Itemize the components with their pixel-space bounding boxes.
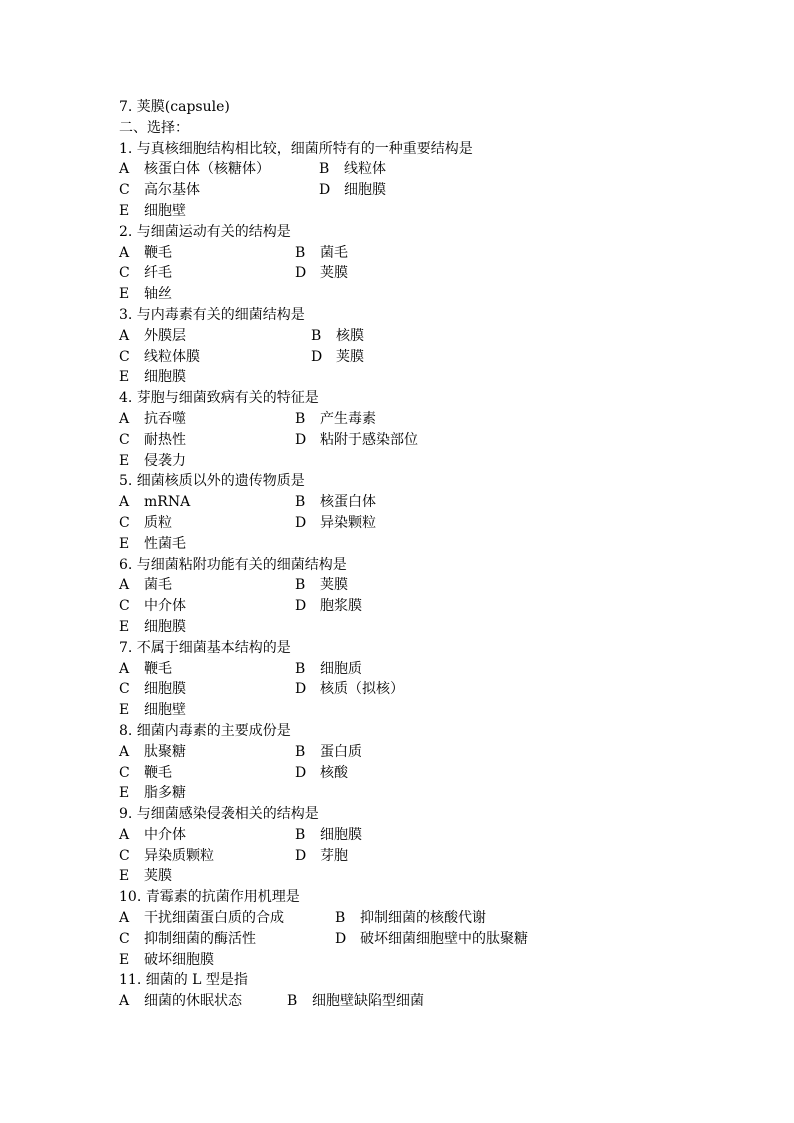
option-text: 核质（拟核） <box>320 681 404 698</box>
option-letter: B <box>295 743 306 760</box>
option-row <box>119 700 759 721</box>
option-text: 蛋白质 <box>320 743 362 760</box>
option-text: 细胞质 <box>320 660 362 677</box>
option-letter: B <box>335 910 346 927</box>
question-stem: 1. 与真核细胞结构相比较，细菌所特有的一种重要结构是 <box>119 140 473 157</box>
option-letter: E <box>119 202 130 219</box>
option-row <box>119 617 759 638</box>
option-row <box>119 201 759 222</box>
option-text: 细胞膜 <box>320 826 362 843</box>
option-text: 菌毛 <box>144 577 172 594</box>
option-text: 胞浆膜 <box>320 598 362 615</box>
section-title: 二、选择： <box>119 119 189 136</box>
option-letter: C <box>119 514 130 531</box>
option-text: 性菌毛 <box>144 535 186 552</box>
option-row <box>119 159 759 180</box>
option-row <box>119 513 759 534</box>
option-text: 异染颗粒 <box>320 514 376 531</box>
option-row <box>119 950 759 971</box>
option-letter: A <box>119 494 130 511</box>
question-stem: 3. 与内毒素有关的细菌结构是 <box>119 306 305 323</box>
option-row <box>119 284 759 305</box>
option-text: 荚膜 <box>320 265 348 282</box>
option-text: 抑制细菌的酶活性 <box>144 930 256 947</box>
option-letter: E <box>119 702 130 719</box>
question-stem: 6. 与细菌粘附功能有关的细菌结构是 <box>119 556 347 573</box>
option-text: 鞭毛 <box>144 660 172 677</box>
question-stem: 7. 不属于细菌基本结构的是 <box>119 639 291 656</box>
option-text: 肽聚糖 <box>144 743 186 760</box>
option-text: 细菌的休眠状态 <box>144 993 242 1010</box>
option-letter: B <box>295 410 306 427</box>
option-letter: B <box>295 577 306 594</box>
option-row <box>119 534 759 555</box>
option-letter: C <box>119 598 130 615</box>
option-text: mRNA <box>144 494 191 511</box>
option-letter: C <box>119 930 130 947</box>
option-row <box>119 243 759 264</box>
option-row <box>119 866 759 887</box>
option-row <box>119 679 759 700</box>
option-letter: C <box>119 348 130 365</box>
option-text: 核蛋白体（核糖体） <box>144 161 270 178</box>
option-letter: E <box>119 535 130 552</box>
option-text: 菌毛 <box>320 244 348 261</box>
question-stem: 2. 与细菌运动有关的结构是 <box>119 223 291 240</box>
option-text: 高尔基体 <box>144 182 200 199</box>
option-text: 纤毛 <box>144 265 172 282</box>
option-letter: A <box>119 743 130 760</box>
option-text: 细胞壁 <box>144 702 186 719</box>
question-stem: 10. 青霉素的抗菌作用机理是 <box>119 889 300 906</box>
option-letter: A <box>119 910 130 927</box>
option-text: 鞭毛 <box>144 764 172 781</box>
option-letter: E <box>119 785 130 802</box>
option-letter: B <box>295 660 306 677</box>
option-letter: A <box>119 327 130 344</box>
option-row <box>119 367 759 388</box>
option-letter: D <box>295 598 307 615</box>
option-letter: A <box>119 826 130 843</box>
option-letter: D <box>319 182 331 199</box>
option-text: 抑制细菌的核酸代谢 <box>360 910 486 927</box>
previous-item-line: 7. 荚膜(capsule) <box>119 99 230 115</box>
option-text: 破坏细菌细胞壁中的肽聚糖 <box>360 930 528 947</box>
option-row <box>119 492 759 513</box>
option-letter: B <box>287 993 298 1010</box>
option-letter: E <box>119 452 130 469</box>
option-letter: E <box>119 951 130 968</box>
option-text: 细胞壁缺陷型细菌 <box>312 993 424 1010</box>
question-stem: 11. 细菌的 L 型是指 <box>119 972 248 989</box>
option-row <box>119 180 759 201</box>
option-letter: E <box>119 369 130 386</box>
option-text: 产生毒素 <box>320 410 376 427</box>
option-row <box>119 326 759 347</box>
option-text: 质粒 <box>144 514 172 531</box>
option-text: 细胞壁 <box>144 202 186 219</box>
question-stem: 5. 细菌核质以外的遗传物质是 <box>119 473 305 490</box>
option-letter: C <box>119 681 130 698</box>
option-letter: A <box>119 244 130 261</box>
option-letter: D <box>295 681 307 698</box>
option-text: 轴丝 <box>144 286 172 303</box>
question-stem: 8. 细菌内毒素的主要成份是 <box>119 722 291 739</box>
option-text: 侵袭力 <box>144 452 186 469</box>
question-stem: 4. 芽胞与细菌致病有关的特征是 <box>119 390 319 407</box>
option-letter: C <box>119 265 130 282</box>
option-row <box>119 575 759 596</box>
option-letter: C <box>119 431 130 448</box>
option-text: 脂多糖 <box>144 785 186 802</box>
option-row <box>119 263 759 284</box>
option-letter: D <box>295 847 307 864</box>
option-row <box>119 763 759 784</box>
option-letter: C <box>119 847 130 864</box>
option-row <box>119 409 759 430</box>
option-letter: C <box>119 764 130 781</box>
option-row <box>119 451 759 472</box>
option-letter: C <box>119 182 130 199</box>
option-row <box>119 430 759 451</box>
question-stem: 9. 与细菌感染侵袭相关的结构是 <box>119 806 319 823</box>
option-letter: A <box>119 993 130 1010</box>
option-text: 细胞膜 <box>144 681 186 698</box>
option-text: 线粒体膜 <box>144 348 200 365</box>
option-letter: D <box>295 265 307 282</box>
option-row <box>119 596 759 617</box>
option-text: 核膜 <box>336 327 364 344</box>
option-row <box>119 929 759 950</box>
option-letter: B <box>295 494 306 511</box>
option-letter: E <box>119 286 130 303</box>
question-list <box>119 97 759 1012</box>
option-text: 外膜层 <box>144 327 186 344</box>
option-letter: D <box>311 348 323 365</box>
option-letter: E <box>119 618 130 635</box>
option-text: 细胞膜 <box>344 182 386 199</box>
option-letter: B <box>295 826 306 843</box>
option-letter: A <box>119 410 130 427</box>
option-letter: D <box>335 930 347 947</box>
option-text: 芽胞 <box>320 847 348 864</box>
option-text: 干扰细菌蛋白质的合成 <box>144 910 284 927</box>
option-letter: D <box>295 514 307 531</box>
option-text: 破坏细胞膜 <box>144 951 214 968</box>
option-text: 中介体 <box>144 826 186 843</box>
option-text: 鞭毛 <box>144 244 172 261</box>
option-row <box>119 783 759 804</box>
option-letter: D <box>295 764 307 781</box>
option-row <box>119 659 759 680</box>
option-text: 线粒体 <box>344 161 386 178</box>
option-row <box>119 908 759 929</box>
option-row <box>119 347 759 368</box>
option-letter: B <box>295 244 306 261</box>
option-letter: B <box>319 161 330 178</box>
option-text: 荚膜 <box>320 577 348 594</box>
option-text: 荚膜 <box>144 868 172 885</box>
option-letter: E <box>119 868 130 885</box>
option-row <box>119 825 759 846</box>
option-text: 抗吞噬 <box>144 410 186 427</box>
option-row <box>119 742 759 763</box>
option-text: 细胞膜 <box>144 618 186 635</box>
option-letter: D <box>295 431 307 448</box>
option-letter: A <box>119 660 130 677</box>
option-text: 细胞膜 <box>144 369 186 386</box>
option-text: 核酸 <box>320 764 348 781</box>
option-row <box>119 846 759 867</box>
option-row <box>119 991 759 1012</box>
option-text: 异染质颗粒 <box>144 847 214 864</box>
option-letter: A <box>119 577 130 594</box>
option-text: 中介体 <box>144 598 186 615</box>
option-letter: B <box>311 327 322 344</box>
option-text: 核蛋白体 <box>320 494 376 511</box>
option-text: 荚膜 <box>336 348 364 365</box>
option-text: 耐热性 <box>144 431 186 448</box>
option-letter: A <box>119 161 130 178</box>
option-text: 粘附于感染部位 <box>320 431 418 448</box>
